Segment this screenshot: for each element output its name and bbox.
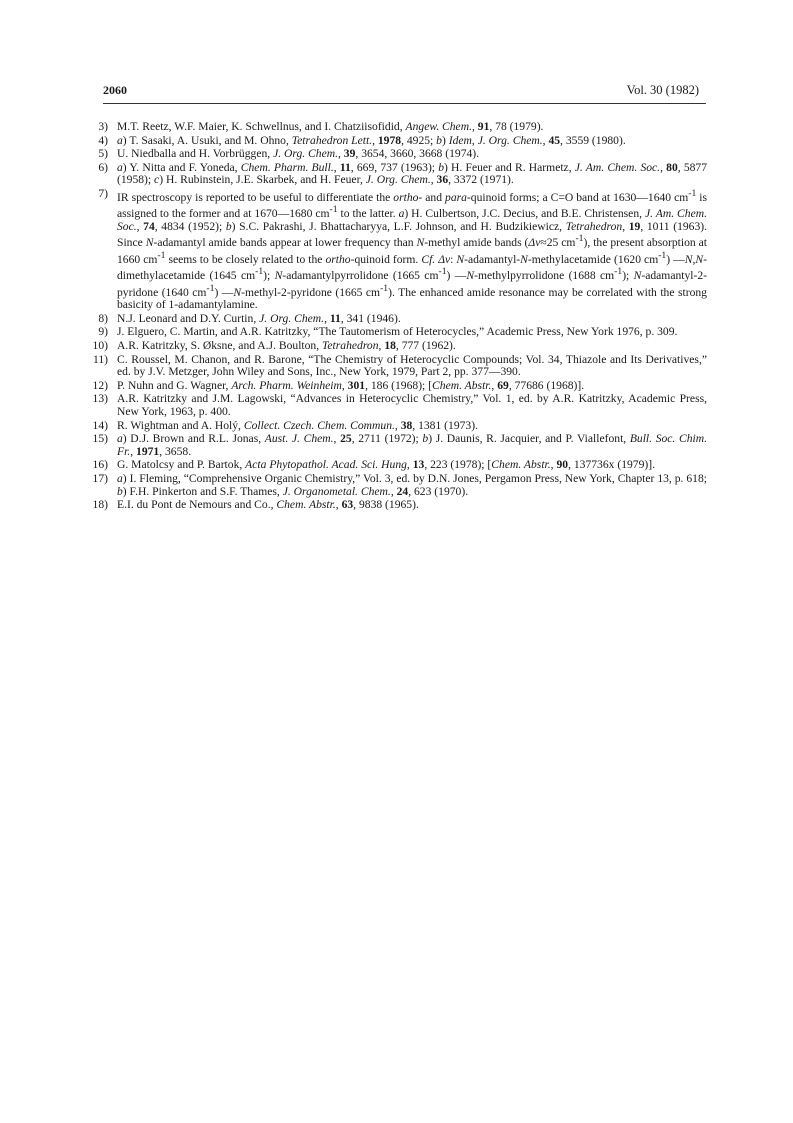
page-header — [103, 83, 699, 101]
reference-number: 4) — [98, 133, 108, 147]
reference-text: A.R. Katritzky and J.M. Lagowski, “Advances in Heterocyclic Chemistry,” Vol. 1, ed. by A.R. Katritzky, Academic Press, New York, 1963, p. 400. — [117, 392, 707, 419]
reference-item — [82, 313, 707, 326]
reference-list — [82, 121, 707, 513]
reference-item — [82, 459, 707, 472]
reference-item — [82, 135, 707, 148]
reference-item — [82, 433, 707, 458]
reference-text: U. Niedballa and H. Vorbrüggen, J. Org. Chem., 39, 3654, 3660, 3668 (1974). — [117, 147, 480, 161]
reference-item — [82, 499, 707, 512]
reference-item — [82, 121, 707, 134]
reference-text: a) I. Fleming, “Comprehensive Organic Chemistry,” Vol. 3, ed. by D.N. Jones, Pergamon Press, New York, Chapter 13, p. 618; b) F.H. Pinkerton and S.F. Thames, J. Organometal. Chem., 24, 623 (1970). — [117, 472, 707, 498]
reference-item — [82, 420, 707, 433]
reference-item — [82, 340, 707, 353]
reference-item — [82, 326, 707, 339]
reference-text: C. Roussel, M. Chanon, and R. Barone, “The Chemistry of Heterocyclic Compounds; Vol. 34, Thiazole and Its Derivatives,” ed. by J.V. Metzger, John Wiley and Sons, Inc., New York, 1979, Part 2, pp. 377—390. — [117, 352, 707, 379]
reference-number: 13) — [92, 392, 108, 406]
reference-number: 16) — [92, 458, 108, 472]
reference-number: 18) — [92, 498, 108, 512]
reference-text: G. Matolcsy and P. Bartok, Acta Phytopathol. Acad. Sci. Hung, 13, 223 (1978); [Chem. Abstr., 90, 137736x (1979)]. — [117, 458, 656, 472]
reference-text: R. Wightman and A. Holý, Collect. Czech. Chem. Commun., 38, 1381 (1973). — [117, 418, 478, 432]
reference-item — [82, 354, 707, 379]
reference-item — [82, 473, 707, 498]
header-rule — [103, 103, 706, 104]
reference-item — [82, 380, 707, 393]
reference-number: 7) — [98, 186, 108, 200]
reference-text: a) Y. Nitta and F. Yoneda, Chem. Pharm. Bull., 11, 669, 737 (1963); b) H. Feuer and R. Harmetz, J. Am. Chem. Soc., 80, 5877 (1958); c) H. Rubinstein, J.E. Skarbek, and H. Feuer, J. Org. Chem., 36, 3372 (1971). — [117, 160, 708, 187]
page-number: 2060 — [103, 83, 127, 97]
reference-text: IR spectroscopy is reported to be useful to differentiate the ortho- and para-quinoid forms; a C=O band at 1630—1640 $cm^{-1}$ is assigned to the former and at 1670—1680 $cm^{-1}$ to the latter. a) H. Culbertson, J.C. Decius, and B.E. Christensen, J. Am. Chem. Soc., 74, 4834 (1952); b) S.C. Pakrashi, J. Bhattacharyya, L.F. Johnson, and H. Budzikiewicz, Tetrahedron, 19, 1011 (1963). Since N-adamantyl amide bands appear at lower frequency than N-methyl amide bands (Δν≈25 $cm^{-1}$), the present absorption at 1660 $cm^{-1}$ seems to be closely related to the ortho-quinoid form. Cf. Δν: N-adamantyl-N-methylacetamide (1620 $cm^{-1}$) —N,N-dimethylacetamide (1645 $cm^{-1}$); N-adamantylpyrrolidone (1665 $cm^{-1}$) —N-methylpyrrolidone (1688 $cm^{-1}$); N-adamantyl-2-pyridone (1640 $cm^{-1}$) —N-methyl-2-pyridone (1665 $cm^{-1}$). The enhanced amide resonance may be correlated with the strong basicity of 1-adamantylamine. — [117, 187, 708, 312]
reference-text: a) T. Sasaki, A. Usuki, and M. Ohno, Tetrahedron Lett., 1978, 4925; b) Idem, J. Org. Chem., 45, 3559 (1980). — [117, 133, 626, 147]
reference-text: M.T. Reetz, W.F. Maier, K. Schwellnus, and I. Chatziisofidid, Angew. Chem., 91, 78 (1979). — [117, 120, 544, 133]
reference-item — [82, 148, 707, 161]
reference-text: J. Elguero, C. Martin, and A.R. Katritzky, “The Tautomerism of Heterocycles,” Academic Press, New York 1976, p. 309. — [117, 325, 678, 339]
reference-number: 12) — [92, 378, 108, 392]
reference-item — [82, 188, 707, 312]
reference-number: 6) — [98, 160, 108, 174]
reference-text: A.R. Katritzky, S. Øksne, and A.J. Boulton, Tetrahedron, 18, 777 (1962). — [117, 339, 456, 353]
reference-number: 3) — [98, 120, 108, 133]
reference-number: 14) — [92, 418, 108, 432]
reference-text: E.I. du Pont de Nemours and Co., Chem. Abstr., 63, 9838 (1965). — [117, 498, 419, 512]
reference-number: 8) — [98, 311, 108, 325]
reference-number: 11) — [92, 352, 108, 366]
reference-number: 10) — [92, 339, 108, 353]
reference-number: 5) — [98, 147, 108, 161]
reference-number: 9) — [98, 325, 108, 339]
reference-number: 15) — [92, 432, 108, 446]
reference-text: P. Nuhn and G. Wagner, Arch. Pharm. Weinheim, 301, 186 (1968); [Chem. Abstr., 69, 77686 (1968)]. — [117, 378, 585, 392]
reference-item — [82, 393, 707, 418]
reference-text: N.J. Leonard and D.Y. Curtin, J. Org. Chem., 11, 341 (1946). — [117, 311, 401, 325]
reference-item — [82, 162, 707, 187]
reference-number: 17) — [92, 472, 108, 485]
reference-text: a) D.J. Brown and R.L. Jonas, Aust. J. Chem., 25, 2711 (1972); b) J. Daunis, R. Jacquier, and P. Viallefont, Bull. Soc. Chim. Fr., 1971, 3658. — [117, 432, 707, 458]
journal-volume: Vol. 30 (1982) — [626, 83, 699, 97]
